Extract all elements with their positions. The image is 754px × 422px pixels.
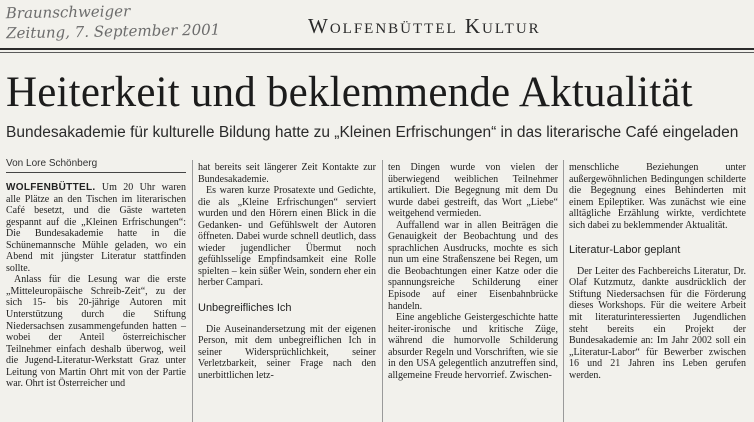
paragraph: Auffallend war in allen Beiträgen die Genauigkeit der Beobachtung und des sprachlichen Ausdrucks, mochte es sich nun um eine Straßenszene bei Regen, um die Beobachtungen einer Katze oder die spannungsreiche Schilderung einer Episode auf einer Eisenbahnbrücke handeln. [388,219,558,312]
paragraph: menschliche Beziehungen unter außergewöhnlichen Bedingungen schilderte die Begegnung eines Behinderten mit einem Epileptiker. Was zunächst wie eine alltägliche Erzählung wirkte, verdichtete sich dabei zu beklemmender Aktualität. [569,162,746,231]
byline-rule [6,172,186,173]
column-divider [382,160,383,422]
handwritten-note-line-2: Zeitung, 7. September 2001 [5,20,221,43]
article-column-3 [388,162,558,381]
section-title: Wolfenbüttel Kultur [308,14,541,38]
paragraph: ten Dingen wurde von vielen der überwiegend weiblichen Teilnehmer artikuliert. Die Begegnung mit dem Du wurde dabei gestreift, das Wort „Liebe“ weitgehend vermieden. [388,162,558,220]
dateline: WOLFENBÜTTEL. [6,182,96,193]
paragraph: Der Leiter des Fachbereichs Literatur, Dr. Olaf Kutzmutz, dankte ausdrücklich der Stiftung Niedersachsen für die Förderung dieses Workshops. Für die weitere Arbeit mit literaturinteressierten Jugendlichen steht bereits ein Projekt der Bundesakademie an: Im Jahr 2002 soll ein „Literatur-Labor“ für Bewerber zwischen 16 und 21 Jahren ins Leben gerufen werden. [569,265,746,381]
column-divider [192,160,193,422]
article-headline: Heiterkeit und beklemmende Aktualität [6,69,693,116]
author-byline: Von Lore Schönberg [6,158,98,169]
paragraph: Die Auseinandersetzung mit der eigenen Person, mit dem unbegreiflichen Ich in seiner Widersprüchlichkeit, seiner Verletzbarkeit, seiner Frage nach den unerbittlichen letz- [198,323,376,381]
article-subheadline: Bundesakademie für kulturelle Bildung hatte zu „Kleinen Erfrischungen“ in das literarische Café eingeladen [6,124,739,141]
paragraph [6,182,186,274]
column-divider [563,160,564,422]
article-column-1 [6,182,186,390]
article-column-4 [569,162,746,381]
paragraph: Anlass für die Lesung war die erste „Mitteleuropäische Schreib-Zeit“, zu der sich 15- bis 20-jährige Autoren mit Unterstützung durch die Stiftung Niedersachsen zusammengefunden hatten – wobei der Anteil österreichischer Teilnehmer einfach deshalb überwog, weil die Jugend-Literatur-Werkstatt Graz unter Leitung von Martin Ohrt mit von der Partie war. Ohrt ist Österreicher und [6,274,186,390]
paragraph-text: Um 20 Uhr waren alle Plätze an den Tischen im literarischen Café besetzt, und die Gäste warteten gespannt auf die „Kleinen Erfrischungen“: Die Bundesakademie hatte in die Schünemannsche Mühle geladen, wo ein Abend mit jüngster Literatur stattfinden sollte. [6,182,186,274]
paragraph: Es waren kurze Prosatexte und Gedichte, die als „Kleine Erfrischungen“ serviert wurden und den Hörern einen Blick in die Gedanken- und Gefühlswelt der Autoren öffneten. Dabei wurde schnell deutlich, dass wieder jugendlicher Übermut noch gefühlsselige Empfindsamkeit eine Rolle spielten – kein süßer Wein, sondern eher ein herber Campari. [198,185,376,289]
article-column-2 [198,162,376,381]
section-subtitle: Literatur-Labor geplant [569,244,681,257]
header-rule-thin [0,52,754,53]
handwritten-note-line-1: Braunschweiger [5,2,131,23]
section-subtitle: Unbegreifliches Ich [198,302,292,315]
handwritten-source-note [6,0,267,50]
header-rule [0,48,754,50]
paragraph: Eine angebliche Geistergeschichte hatte heiter-ironische und kritische Züge, während die humorvolle Schilderung absurder Regeln und Vorschriften, wie sie in den USA gelegentlich anzutreffen sind, allgemeine Freude hervorrief. Zwischen- [388,312,558,381]
paragraph: hat bereits seit längerer Zeit Kontakte zur Bundesakademie. [198,162,376,185]
